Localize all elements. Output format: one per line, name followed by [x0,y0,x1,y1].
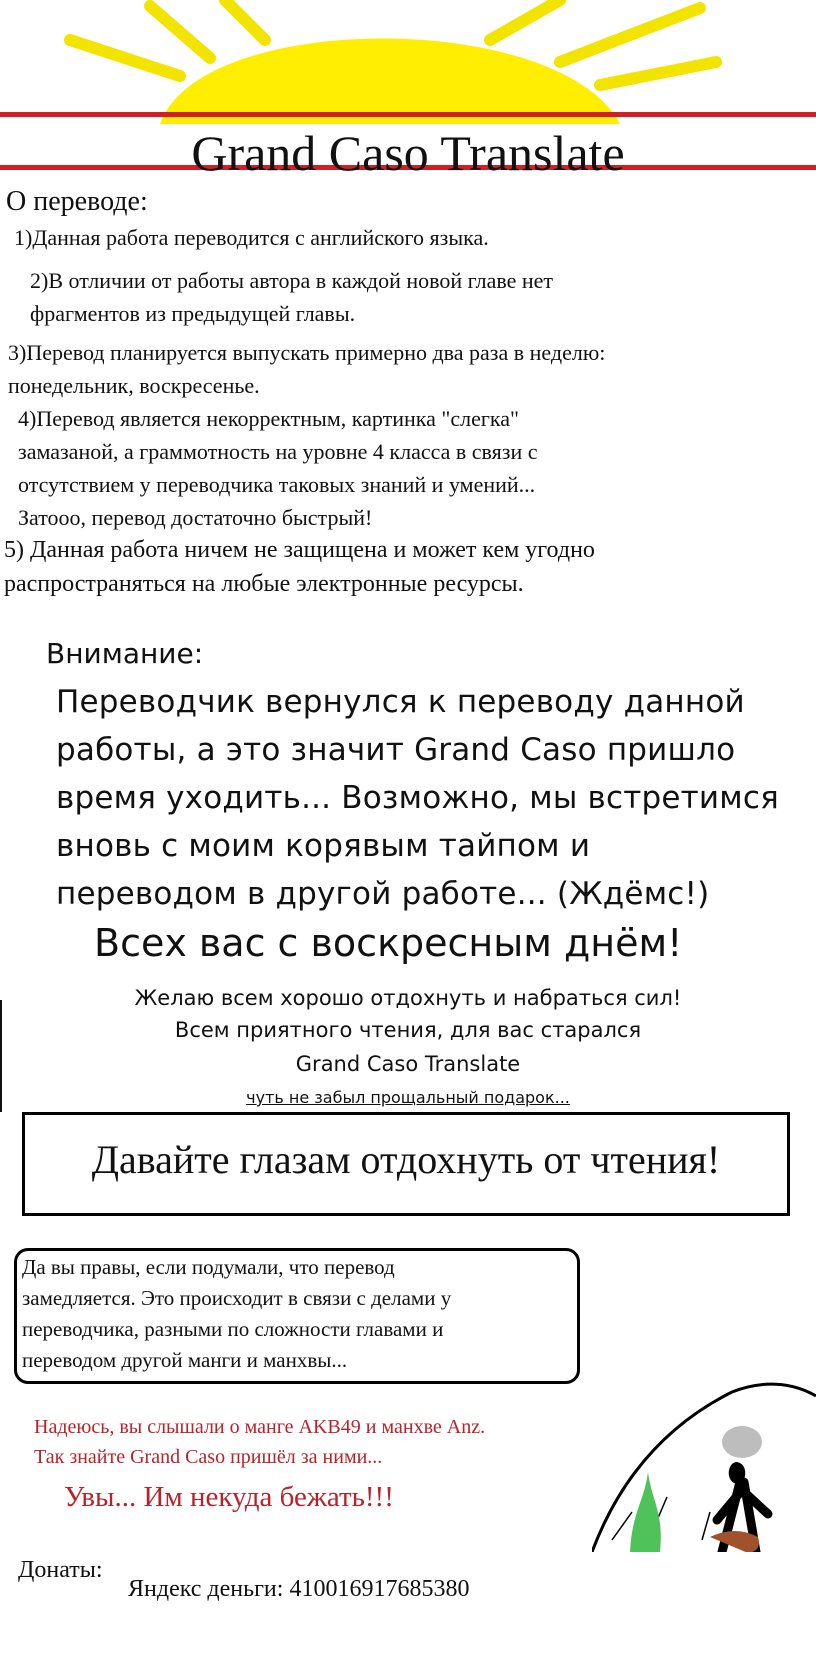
manga-note: Надеюсь, вы слышали о манге AKB49 и манхве Anz. Так знайте Grand Caso пришёл за ними... [34,1416,486,1468]
margin-mark [0,1000,2,1112]
notice-body: Переводчик вернулся к переводу данной работы, а это значит Grand Caso пришло время уходить... Возможно, мы встретимся вновь с моим корявым тайпом и переводом в другой работе... (Ждёмс!) [56,684,779,912]
flee-text: Увы... Им некуда бежать!!! [64,1481,394,1513]
donations-yandex: Яндекс деньги: 410016917685380 [128,1576,470,1602]
greeting-text: Всех вас с воскресным днём! [94,921,683,965]
speech-bubble-text: Да вы правы, если подумали, что перевод замедляется. Это происходит в связи с делами у переводчика, разными по сложности главами и переводом другой манги и манхвы... [22,1255,452,1372]
signature-text: Grand Caso Translate [295,1052,521,1076]
wish-text: Желаю всем хорошо отдохнуть и набраться сил! [134,986,682,1010]
about-item-3: 3)Перевод планируется выпускать примерно два раза в неделю: понедельник, воскресенье. [8,340,606,398]
thanks-text: Всем приятного чтения, для вас старался [174,1018,642,1042]
rest-banner-text: Давайте глазам отдохнуть от чтения! [91,1137,721,1182]
about-heading: О переводе: [6,186,148,217]
about-item-2: 2)В отличии от работы автора в каждой новой главе нет фрагментов из предыдущей главы. [30,268,554,326]
donations-label: Донаты: [18,1557,103,1583]
cave-figure-illustration [592,1362,816,1552]
about-item-5: 5) Данная работа ничем не защищена и может кем угодно распространяться на любые электронные ресурсы. [4,537,595,597]
page-title: Grand Caso Translate [191,125,625,181]
sun-illustration [0,0,816,124]
about-item-4: 4)Перевод является некорректным, картинка "слегка" замазаной, а граммотность на уровне 4 класса в связи с отсутствием у переводчика таковых знаний и умений... Затооо, перевод достаточно быстрый! [18,406,538,530]
gift-note: чуть не забыл прощальный подарок... [246,1088,570,1107]
header-rule-top [0,112,816,117]
notice-heading: Внимание: [46,637,204,670]
about-item-1: 1)Данная работа переводится с английского языка. [14,225,489,250]
